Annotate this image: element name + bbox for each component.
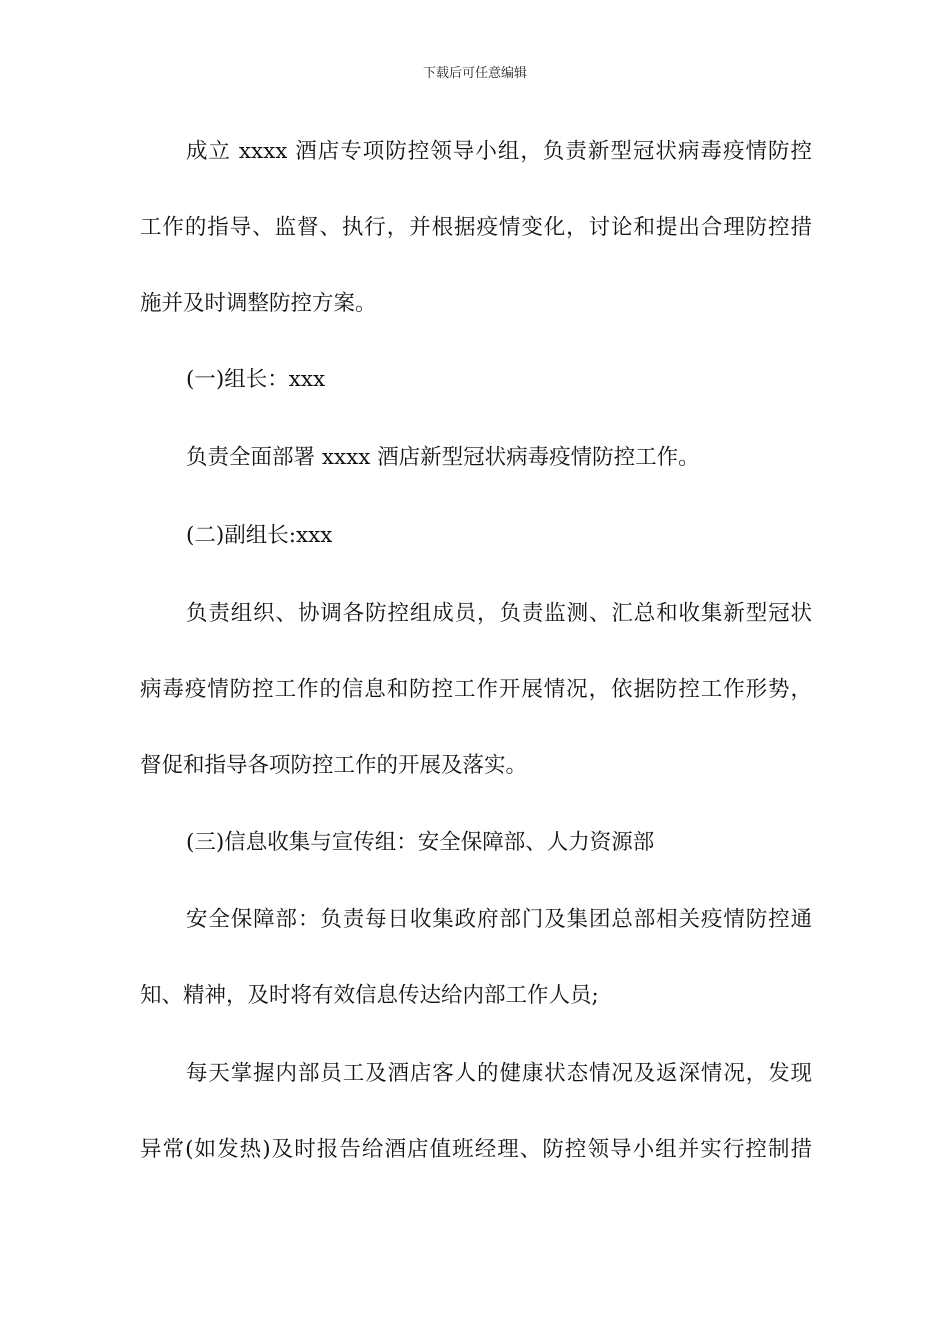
paragraph-line: 安全保障部：负责每日收集政府部门及集团总部相关疫情防控通	[186, 907, 812, 932]
page-header-note: 下载后可任意编辑	[422, 66, 527, 81]
paragraph-line: 施并及时调整防控方案。	[140, 291, 377, 316]
paragraph-line: 异常(如发热)及时报告给酒店值班经理、防控领导小组并实行控制措	[140, 1137, 812, 1162]
section-heading-info-group: (三)信息收集与宣传组：安全保障部、人力资源部	[186, 830, 655, 855]
paragraph-line: 知、精神，及时将有效信息传达给内部工作人员;	[140, 983, 599, 1008]
paragraph-line: 每天掌握内部员工及酒店客人的健康状态情况及返深情况，发现	[186, 1061, 812, 1086]
paragraph-line: 督促和指导各项防控工作的开展及落实。	[140, 753, 528, 778]
section-heading-leader: (一)组长：xxx	[186, 367, 326, 392]
paragraph-line: 工作的指导、监督、执行，并根据疫情变化，讨论和提出合理防控措	[140, 215, 812, 240]
paragraph-line: 负责全面部署 xxxx 酒店新型冠状病毒疫情防控工作。	[186, 445, 700, 470]
paragraph-line: 病毒疫情防控工作的信息和防控工作开展情况，依据防控工作形势，	[140, 677, 812, 702]
section-heading-deputy-leader: (二)副组长:xxx	[186, 523, 333, 548]
paragraph-line: 负责组织、协调各防控组成员，负责监测、汇总和收集新型冠状	[186, 601, 812, 626]
paragraph-line: 成立 xxxx 酒店专项防控领导小组，负责新型冠状病毒疫情防控	[186, 139, 812, 164]
